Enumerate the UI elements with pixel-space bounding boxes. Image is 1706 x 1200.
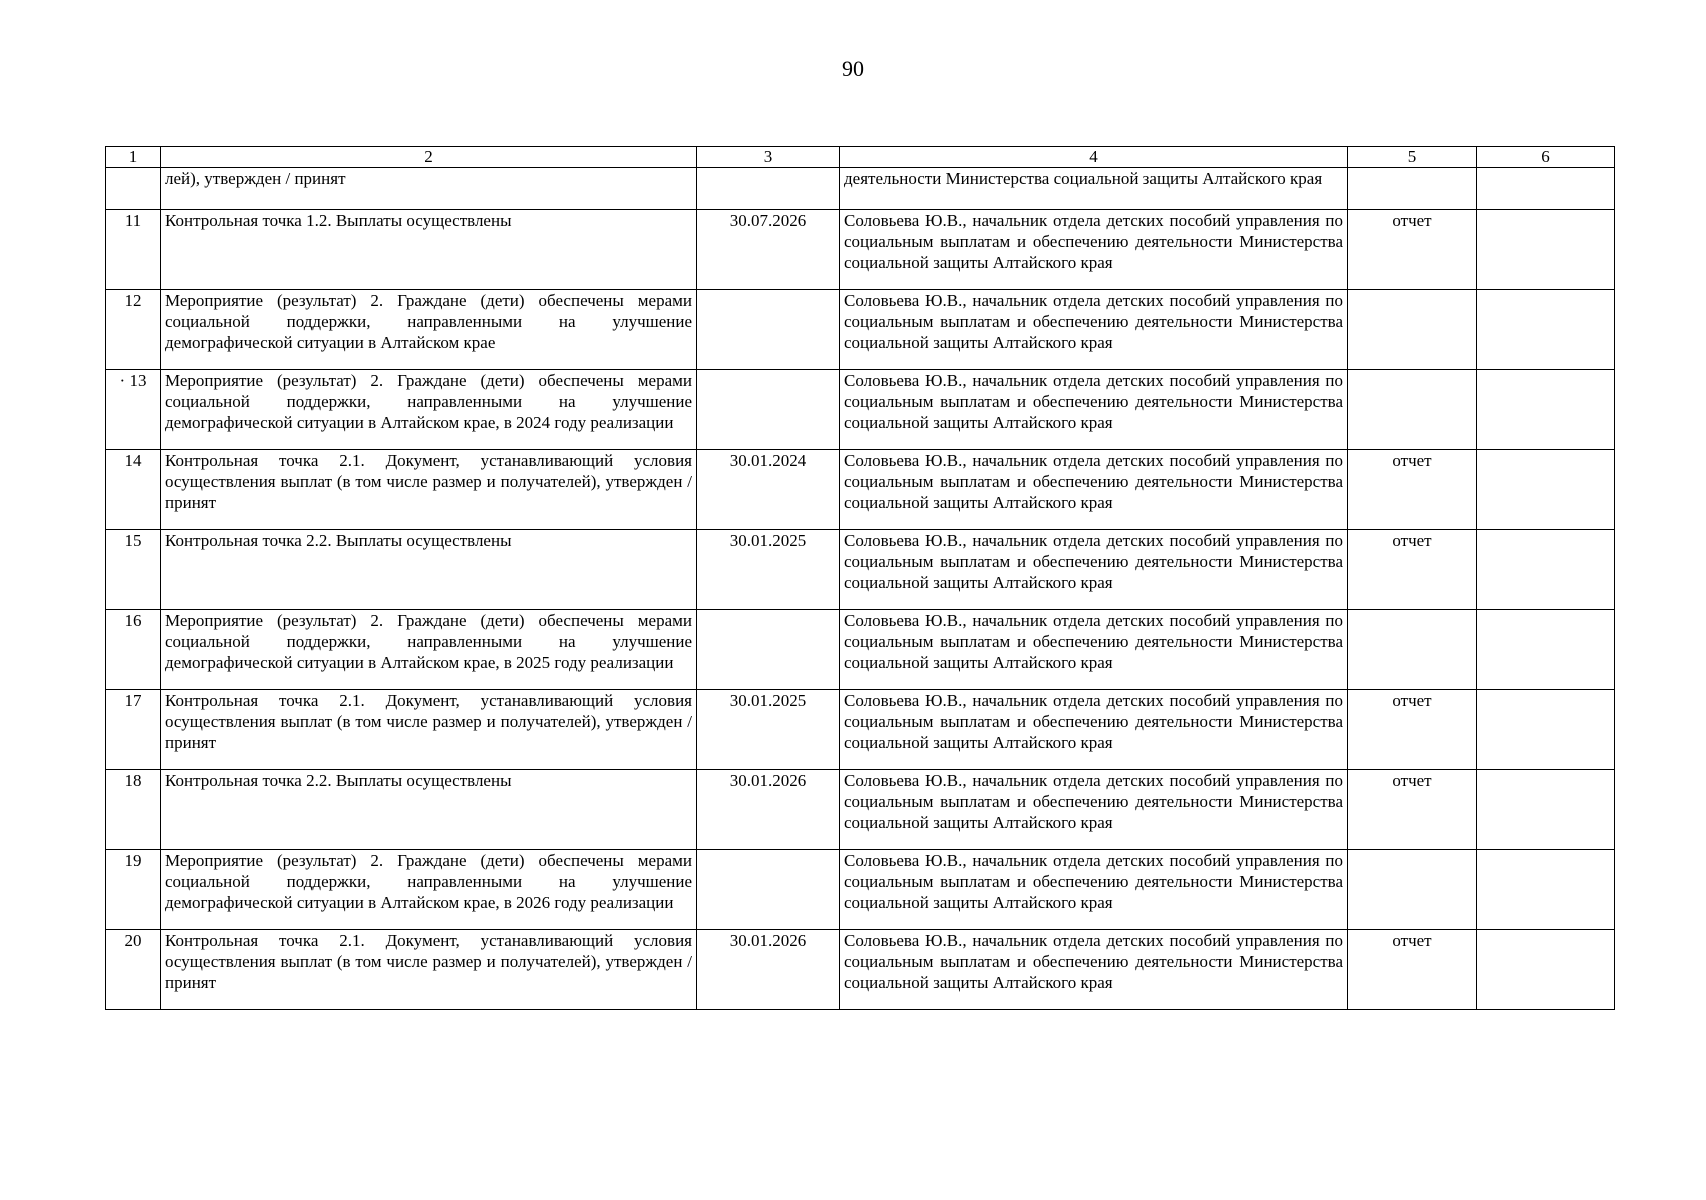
event-name-cell: Контрольная точка 2.1. Документ, устанавливающий условия осуществления выплат (в том числе размер и получателей), утвержден / принят — [161, 450, 697, 530]
deadline-cell: 30.01.2026 — [697, 770, 840, 850]
header-col-5: 5 — [1348, 147, 1477, 168]
responsible-cell: деятельности Министерства социальной защиты Алтайского края — [840, 168, 1348, 210]
note-cell — [1477, 450, 1615, 530]
row-number-cell: · 13 — [106, 370, 161, 450]
table-row — [106, 930, 1615, 1010]
responsible-cell: Соловьева Ю.В., начальник отдела детских пособий управления по социальным выплатам и обеспечению деятельности Министерства социальной защиты Алтайского края — [840, 610, 1348, 690]
deadline-cell: 30.01.2026 — [697, 930, 840, 1010]
table-row — [106, 370, 1615, 450]
table-row — [106, 610, 1615, 690]
row-number-cell: 16 — [106, 610, 161, 690]
note-cell — [1477, 530, 1615, 610]
responsible-cell: Соловьева Ю.В., начальник отдела детских пособий управления по социальным выплатам и обеспечению деятельности Министерства социальной защиты Алтайского края — [840, 290, 1348, 370]
table-row — [106, 290, 1615, 370]
event-name-cell: Мероприятие (результат) 2. Граждане (дети) обеспечены мерами социальной поддержки, направленными на улучшение демографической ситуации в Алтайском крае, в 2026 году реализации — [161, 850, 697, 930]
row-number-cell: 14 — [106, 450, 161, 530]
event-name-cell: Мероприятие (результат) 2. Граждане (дети) обеспечены мерами социальной поддержки, направленными на улучшение демографической ситуации в Алтайском крае, в 2024 году реализации — [161, 370, 697, 450]
event-name-cell: Мероприятие (результат) 2. Граждане (дети) обеспечены мерами социальной поддержки, направленными на улучшение демографической ситуации в Алтайском крае, в 2025 году реализации — [161, 610, 697, 690]
document-type-cell: отчет — [1348, 210, 1477, 290]
responsible-cell: Соловьева Ю.В., начальник отдела детских пособий управления по социальным выплатам и обеспечению деятельности Министерства социальной защиты Алтайского края — [840, 930, 1348, 1010]
note-cell — [1477, 210, 1615, 290]
event-name-cell: Контрольная точка 2.1. Документ, устанавливающий условия осуществления выплат (в том числе размер и получателей), утвержден / принят — [161, 930, 697, 1010]
note-cell — [1477, 610, 1615, 690]
deadline-cell — [697, 850, 840, 930]
deadline-cell — [697, 168, 840, 210]
row-number-cell: 18 — [106, 770, 161, 850]
responsible-cell: Соловьева Ю.В., начальник отдела детских пособий управления по социальным выплатам и обеспечению деятельности Министерства социальной защиты Алтайского края — [840, 850, 1348, 930]
table-row — [106, 168, 1615, 210]
event-name-cell: Мероприятие (результат) 2. Граждане (дети) обеспечены мерами социальной поддержки, направленными на улучшение демографической ситуации в Алтайском крае — [161, 290, 697, 370]
responsible-cell: Соловьева Ю.В., начальник отдела детских пособий управления по социальным выплатам и обеспечению деятельности Министерства социальной защиты Алтайского края — [840, 370, 1348, 450]
table-row — [106, 210, 1615, 290]
responsible-cell: Соловьева Ю.В., начальник отдела детских пособий управления по социальным выплатам и обеспечению деятельности Министерства социальной защиты Алтайского края — [840, 770, 1348, 850]
event-name-cell: Контрольная точка 2.2. Выплаты осуществлены — [161, 770, 697, 850]
document-type-cell — [1348, 850, 1477, 930]
document-type-cell: отчет — [1348, 690, 1477, 770]
row-number-cell: 17 — [106, 690, 161, 770]
note-cell — [1477, 770, 1615, 850]
note-cell — [1477, 930, 1615, 1010]
table-row — [106, 450, 1615, 530]
deadline-cell — [697, 610, 840, 690]
note-cell — [1477, 370, 1615, 450]
table-row — [106, 530, 1615, 610]
document-type-cell — [1348, 370, 1477, 450]
note-cell — [1477, 690, 1615, 770]
event-name-cell: лей), утвержден / принят — [161, 168, 697, 210]
responsible-cell: Соловьева Ю.В., начальник отдела детских пособий управления по социальным выплатам и обеспечению деятельности Министерства социальной защиты Алтайского края — [840, 450, 1348, 530]
header-col-1: 1 — [106, 147, 161, 168]
header-col-6: 6 — [1477, 147, 1615, 168]
deadline-cell — [697, 290, 840, 370]
document-type-cell — [1348, 610, 1477, 690]
deadline-cell: 30.01.2025 — [697, 530, 840, 610]
document-type-cell: отчет — [1348, 770, 1477, 850]
note-cell — [1477, 168, 1615, 210]
header-col-2: 2 — [161, 147, 697, 168]
responsible-cell: Соловьева Ю.В., начальник отдела детских пособий управления по социальным выплатам и обеспечению деятельности Министерства социальной защиты Алтайского края — [840, 530, 1348, 610]
document-type-cell: отчет — [1348, 530, 1477, 610]
deadline-cell: 30.01.2024 — [697, 450, 840, 530]
table-row — [106, 770, 1615, 850]
row-number-cell: 15 — [106, 530, 161, 610]
event-name-cell: Контрольная точка 1.2. Выплаты осуществлены — [161, 210, 697, 290]
row-number-cell: 12 — [106, 290, 161, 370]
header-col-3: 3 — [697, 147, 840, 168]
document-type-cell — [1348, 168, 1477, 210]
document-table — [105, 146, 1615, 1010]
row-number-cell: 20 — [106, 930, 161, 1010]
row-number-cell — [106, 168, 161, 210]
table-row — [106, 690, 1615, 770]
note-cell — [1477, 290, 1615, 370]
responsible-cell: Соловьева Ю.В., начальник отдела детских пособий управления по социальным выплатам и обеспечению деятельности Министерства социальной защиты Алтайского края — [840, 690, 1348, 770]
document-type-cell — [1348, 290, 1477, 370]
deadline-cell: 30.07.2026 — [697, 210, 840, 290]
event-name-cell: Контрольная точка 2.2. Выплаты осуществлены — [161, 530, 697, 610]
page-number: 90 — [842, 56, 864, 81]
document-type-cell: отчет — [1348, 930, 1477, 1010]
deadline-cell: 30.01.2025 — [697, 690, 840, 770]
header-col-4: 4 — [840, 147, 1348, 168]
deadline-cell — [697, 370, 840, 450]
event-name-cell: Контрольная точка 2.1. Документ, устанавливающий условия осуществления выплат (в том числе размер и получателей), утвержден / принят — [161, 690, 697, 770]
table-header-row — [106, 147, 1615, 168]
responsible-cell: Соловьева Ю.В., начальник отдела детских пособий управления по социальным выплатам и обеспечению деятельности Министерства социальной защиты Алтайского края — [840, 210, 1348, 290]
row-number-cell: 11 — [106, 210, 161, 290]
document-type-cell: отчет — [1348, 450, 1477, 530]
note-cell — [1477, 850, 1615, 930]
row-number-cell: 19 — [106, 850, 161, 930]
table-row — [106, 850, 1615, 930]
